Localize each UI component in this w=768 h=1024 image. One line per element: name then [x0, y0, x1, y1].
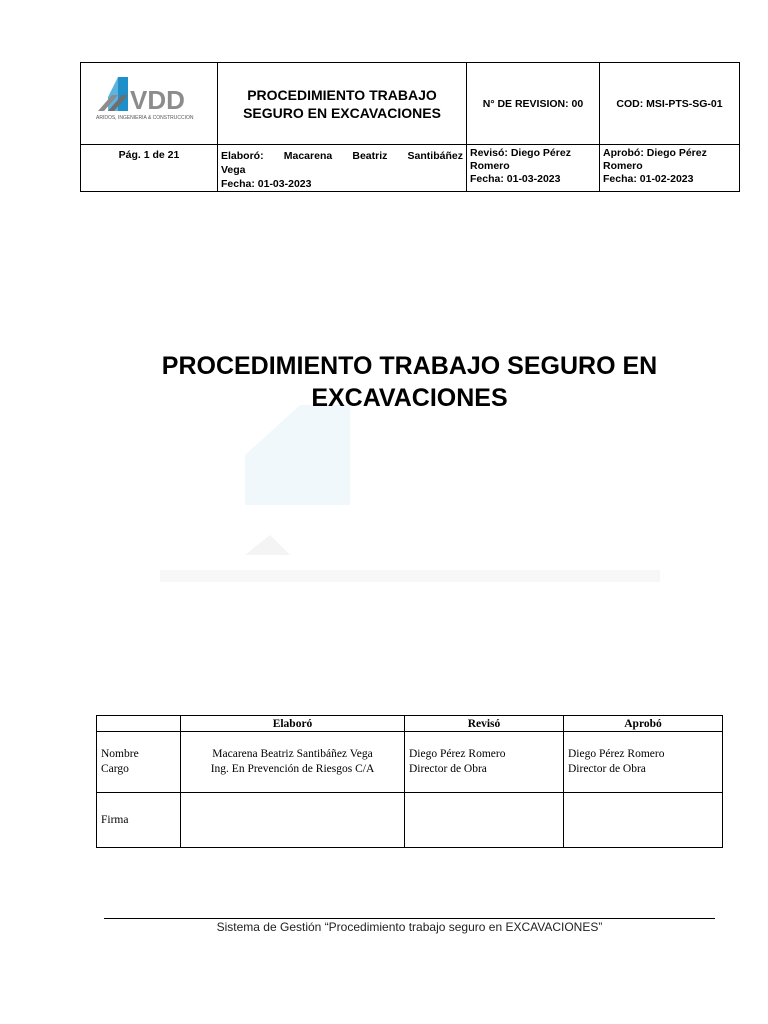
- main-title: [80, 350, 739, 414]
- elaborated-by-cell: [218, 145, 467, 192]
- approved-line-2: Romero: [603, 160, 643, 172]
- approved-line-1: Aprobó: Diego Pérez: [603, 147, 707, 159]
- document-header-table: [80, 62, 740, 192]
- header-aprobo: Aprobó: [564, 716, 723, 732]
- reviewed-line-2: Romero: [470, 160, 510, 172]
- elaborated-name-word-2: Beatriz: [352, 150, 388, 162]
- signature-table: [96, 715, 723, 848]
- logo-watermark: [150, 395, 670, 595]
- elaborated-date: Fecha: 01-03-2023: [221, 178, 312, 190]
- logo-text: VDD: [130, 85, 185, 115]
- reviewed-by-cell: [467, 145, 600, 192]
- main-title-line-2: EXCAVACIONES: [311, 384, 508, 412]
- document-title-cell: PROCEDIMIENTO TRABAJO SEGURO EN EXCAVACIONES: [218, 63, 467, 145]
- elaborated-name-word-1: Macarena: [283, 150, 333, 162]
- reviewed-line-1: Revisó: Diego Pérez: [470, 147, 571, 159]
- aprobo-info: [564, 732, 723, 793]
- reviso-cargo: Director de Obra: [409, 763, 487, 775]
- reviewed-date: Fecha: 01-03-2023: [470, 173, 561, 185]
- aprobo-nombre: Diego Pérez Romero: [568, 748, 665, 760]
- reviso-info: [405, 732, 564, 793]
- label-cargo: Cargo: [101, 763, 129, 775]
- page-number: Pág. 1 de 21: [81, 145, 218, 192]
- company-logo: [94, 71, 204, 131]
- approved-date: Fecha: 01-02-2023: [603, 173, 694, 185]
- elaboro-cargo: Ing. En Prevención de Riesgos C/A: [210, 763, 375, 775]
- elaboro-nombre: Macarena Beatriz Santibáñez Vega: [212, 748, 373, 760]
- reviso-nombre: Diego Pérez Romero: [409, 748, 506, 760]
- aprobo-cargo: Director de Obra: [568, 763, 646, 775]
- logo-cell: [81, 63, 218, 145]
- header-elaboro: Elaboró: [181, 716, 405, 732]
- elaborated-name-rest: Vega: [221, 164, 246, 176]
- aprobo-signature-cell: [564, 793, 723, 848]
- row-label-nombre-cargo: [97, 732, 181, 793]
- logo-subtext: ARIDOS, INGENIERIA & CONSTRUCCION: [96, 115, 194, 121]
- elaboro-info: [181, 732, 405, 793]
- reviso-signature-cell: [405, 793, 564, 848]
- elaborated-name-word-3: Santibáñez: [407, 150, 463, 162]
- revision-number: N° DE REVISION: 00: [467, 63, 600, 145]
- document-code: COD: MSI-PTS-SG-01: [600, 63, 740, 145]
- approved-by-cell: [600, 145, 740, 192]
- elaborated-label: Elaboró:: [221, 150, 264, 162]
- footer-divider: [104, 918, 715, 919]
- footer-text: Sistema de Gestión “Procedimiento trabajo seguro en EXCAVACIONES”: [216, 920, 603, 934]
- elaboro-signature-cell: [181, 793, 405, 848]
- label-nombre: Nombre: [101, 748, 139, 760]
- label-firma: Firma: [97, 793, 181, 848]
- main-title-line-1: PROCEDIMIENTO TRABAJO SEGURO EN: [161, 352, 658, 380]
- header-empty-cell: [97, 716, 181, 732]
- header-reviso: Revisó: [405, 716, 564, 732]
